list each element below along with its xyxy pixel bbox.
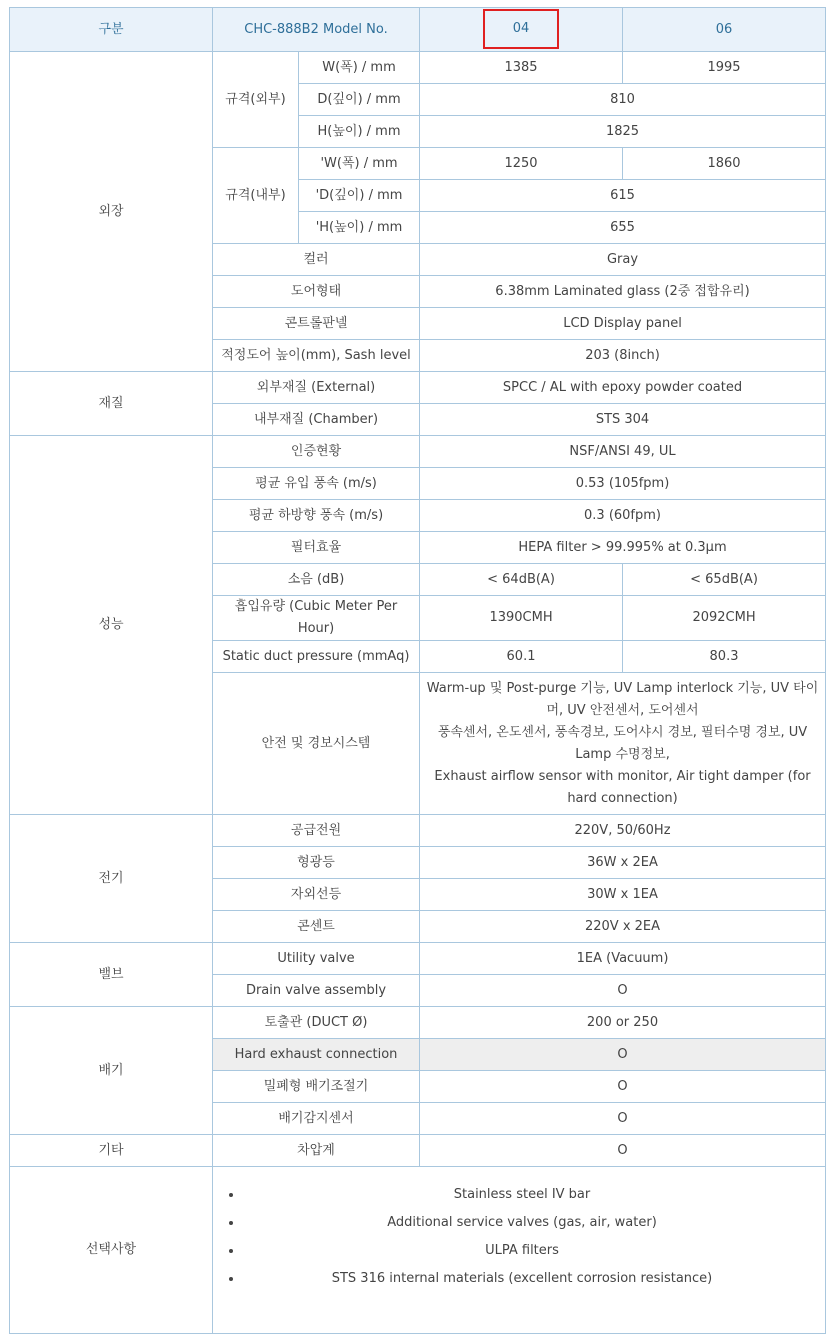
cell-value: 80.3 bbox=[623, 641, 826, 673]
table-row bbox=[10, 1007, 826, 1039]
header-row bbox=[10, 8, 826, 52]
cell-value: 60.1 bbox=[420, 641, 623, 673]
cell-value: O bbox=[420, 1039, 826, 1071]
cell-value: 655 bbox=[420, 212, 826, 244]
safety-line: Exhaust airflow sensor with monitor, Air tight damper (for hard connection) bbox=[434, 768, 811, 806]
cell-value: O bbox=[420, 1135, 826, 1167]
section-etc: 기타 bbox=[10, 1135, 213, 1167]
cell-value: 203 (8inch) bbox=[420, 340, 826, 372]
cell-value: 1995 bbox=[623, 52, 826, 84]
row-label: Static duct pressure (mmAq) bbox=[213, 641, 420, 673]
cell-value: NSF/ANSI 49, UL bbox=[420, 436, 826, 468]
row-label: 적정도어 높이(mm), Sash level bbox=[213, 340, 420, 372]
cell-value: 1250 bbox=[420, 148, 623, 180]
row-label: 필터효율 bbox=[213, 532, 420, 564]
cell-value: STS 304 bbox=[420, 404, 826, 436]
row-label: 평균 유입 풍속 (m/s) bbox=[213, 468, 420, 500]
table-row bbox=[10, 815, 826, 847]
group-outer: 규격(외부) bbox=[213, 52, 299, 148]
cell-value: 1825 bbox=[420, 116, 826, 148]
cell-value: 0.3 (60fpm) bbox=[420, 500, 826, 532]
cell-value: 30W x 1EA bbox=[420, 879, 826, 911]
cell-value: Gray bbox=[420, 244, 826, 276]
options-cell bbox=[213, 1167, 826, 1334]
row-label: 내부재질 (Chamber) bbox=[213, 404, 420, 436]
safety-line: Warm-up 및 Post-purge 기능, UV Lamp interlock 기능, UV 타이머, UV 안전센서, 도어센서 bbox=[426, 680, 819, 718]
cell-value: < 64dB(A) bbox=[420, 564, 623, 596]
row-label: 배기감지센서 bbox=[213, 1103, 420, 1135]
group-inner: 규격(내부) bbox=[213, 148, 299, 244]
row-label: 차압계 bbox=[213, 1135, 420, 1167]
row-label: 토출관 (DUCT Ø) bbox=[213, 1007, 420, 1039]
table-row bbox=[10, 1167, 826, 1334]
list-item: • STS 316 internal materials (excellent corrosion resistance) bbox=[243, 1265, 821, 1293]
section-material: 재질 bbox=[10, 372, 213, 436]
spec-table bbox=[9, 7, 826, 1334]
list-item: • ULPA filters bbox=[243, 1237, 821, 1265]
row-label: 소음 (dB) bbox=[213, 564, 420, 596]
cell-value: 36W x 2EA bbox=[420, 847, 826, 879]
safety-cell bbox=[420, 673, 826, 815]
row-label: 외부재질 (External) bbox=[213, 372, 420, 404]
section-options: 선택사항 bbox=[10, 1167, 213, 1334]
table-row bbox=[10, 1135, 826, 1167]
cell-value: 0.53 (105fpm) bbox=[420, 468, 826, 500]
cell-value: HEPA filter > 99.995% at 0.3μm bbox=[420, 532, 826, 564]
cell-value: 1390CMH bbox=[420, 596, 623, 641]
table-row bbox=[10, 943, 826, 975]
row-label: H(높이) / mm bbox=[299, 116, 420, 148]
row-label: 평균 하방향 풍속 (m/s) bbox=[213, 500, 420, 532]
row-label: 콘트롤판넬 bbox=[213, 308, 420, 340]
safety-line: 풍속센서, 온도센서, 풍속경보, 도어샤시 경보, 필터수명 경보, UV Lamp 수명정보, bbox=[437, 724, 808, 762]
row-label: 컬러 bbox=[213, 244, 420, 276]
row-label: 콘센트 bbox=[213, 911, 420, 943]
row-label: 인증현황 bbox=[213, 436, 420, 468]
cell-value: 1385 bbox=[420, 52, 623, 84]
section-exterior: 외장 bbox=[10, 52, 213, 372]
section-electric: 전기 bbox=[10, 815, 213, 943]
row-label: 형광등 bbox=[213, 847, 420, 879]
cell-value: 2092CMH bbox=[623, 596, 826, 641]
row-label: W(폭) / mm bbox=[299, 52, 420, 84]
header-category: 구분 bbox=[10, 8, 213, 52]
cell-value: 1860 bbox=[623, 148, 826, 180]
header-model: CHC-888B2 Model No. bbox=[213, 8, 420, 52]
cell-value: O bbox=[420, 1103, 826, 1135]
row-label: 밀폐형 배기조절기 bbox=[213, 1071, 420, 1103]
cell-value: O bbox=[420, 1071, 826, 1103]
cell-value: LCD Display panel bbox=[420, 308, 826, 340]
row-label: 안전 및 경보시스템 bbox=[213, 673, 420, 815]
row-label: Hard exhaust connection bbox=[213, 1039, 420, 1071]
options-list bbox=[227, 1181, 821, 1293]
row-label: 'H(높이) / mm bbox=[299, 212, 420, 244]
header-model-06: 06 bbox=[623, 8, 826, 52]
section-performance: 성능 bbox=[10, 436, 213, 815]
table-row bbox=[10, 372, 826, 404]
row-label: 흡입유량 (Cubic Meter Per Hour) bbox=[213, 596, 420, 641]
highlight-box: 04 bbox=[483, 9, 559, 49]
cell-value: O bbox=[420, 975, 826, 1007]
row-label: 도어형태 bbox=[213, 276, 420, 308]
row-label: Drain valve assembly bbox=[213, 975, 420, 1007]
cell-value: 6.38mm Laminated glass (2중 접합유리) bbox=[420, 276, 826, 308]
row-label: D(깊이) / mm bbox=[299, 84, 420, 116]
row-label: 'W(폭) / mm bbox=[299, 148, 420, 180]
section-valve: 밸브 bbox=[10, 943, 213, 1007]
cell-value: 200 or 250 bbox=[420, 1007, 826, 1039]
cell-value: 220V x 2EA bbox=[420, 911, 826, 943]
row-label: 자외선등 bbox=[213, 879, 420, 911]
cell-value: 810 bbox=[420, 84, 826, 116]
cell-value: 1EA (Vacuum) bbox=[420, 943, 826, 975]
table-row bbox=[10, 52, 826, 84]
cell-value: < 65dB(A) bbox=[623, 564, 826, 596]
row-label: 'D(깊이) / mm bbox=[299, 180, 420, 212]
cell-value: 220V, 50/60Hz bbox=[420, 815, 826, 847]
table-row bbox=[10, 436, 826, 468]
row-label: Utility valve bbox=[213, 943, 420, 975]
section-exhaust: 배기 bbox=[10, 1007, 213, 1135]
list-item: • Stainless steel IV bar bbox=[243, 1181, 821, 1209]
cell-value: SPCC / AL with epoxy powder coated bbox=[420, 372, 826, 404]
row-label: 공급전원 bbox=[213, 815, 420, 847]
header-model-04 bbox=[420, 8, 623, 52]
list-item: • Additional service valves (gas, air, water) bbox=[243, 1209, 821, 1237]
cell-value: 615 bbox=[420, 180, 826, 212]
